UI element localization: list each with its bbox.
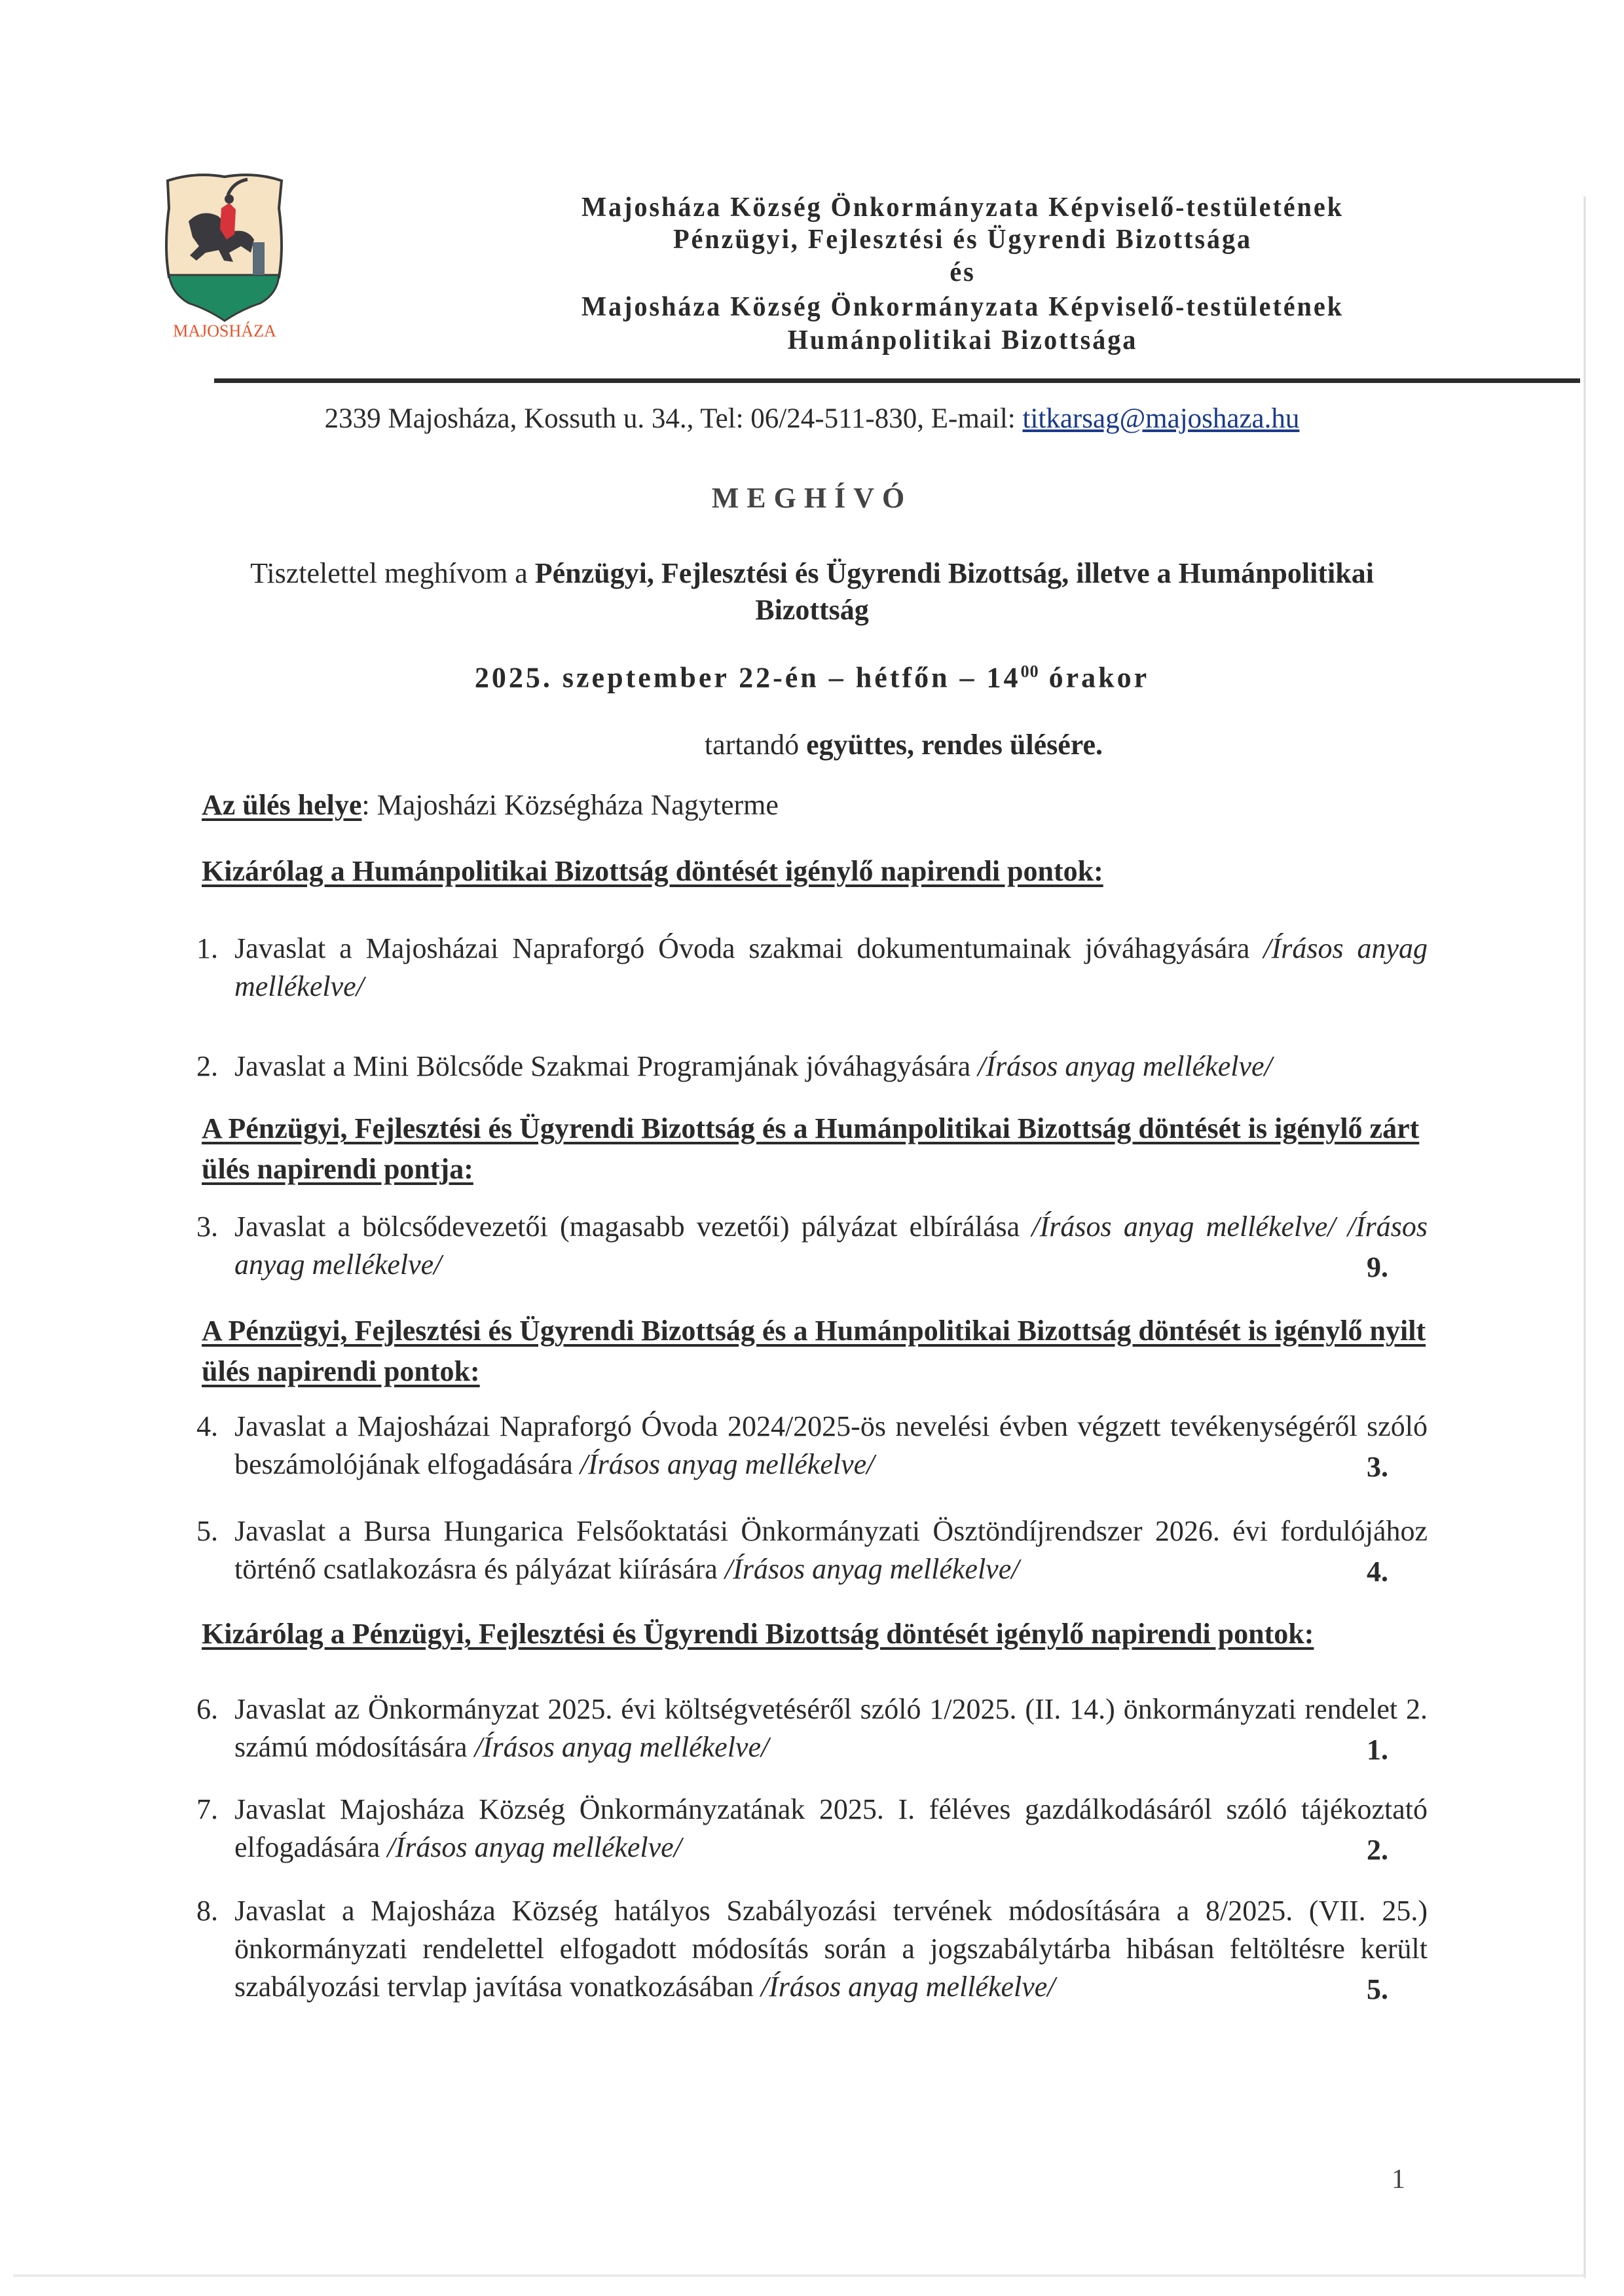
- item-number: 6.: [196, 1693, 218, 1725]
- contact-line: [196, 401, 1428, 437]
- item-attachment-number: 4.: [1367, 1556, 1388, 1588]
- agenda-item-5: [196, 1512, 1428, 1588]
- agenda-item-7: [196, 1791, 1428, 1867]
- section-heading-4: Kizárólag a Pénzügyi, Fejlesztési és Ügyrendi Bizottság döntését igénylő napirendi pontok:: [202, 1618, 1314, 1650]
- coat-of-arms-icon: [156, 169, 293, 339]
- header-line-1: Majosháza Község Önkormányzata Képviselő-testületének: [581, 192, 1344, 223]
- agenda-item-6: [196, 1690, 1428, 1766]
- item-number: 3.: [196, 1211, 218, 1243]
- time-minutes: 00: [1020, 662, 1039, 681]
- header-line-4: Majosháza Község Önkormányzata Képviselő-testületének: [581, 292, 1344, 322]
- item-text: Javaslat az Önkormányzat 2025. évi költségvetéséről szóló 1/2025. (II. 14.) önkormányzati rendelet 2. számú módosítására: [234, 1693, 1428, 1763]
- scan-edge-bottom: [13, 2274, 1585, 2277]
- agenda-item-8: [196, 1892, 1428, 2006]
- item-text: Javaslat Majosháza Község Önkormányzatának 2025. I. féléves gazdálkodásáról szóló tájékoztató elfogadására: [234, 1793, 1428, 1863]
- item-attachment-number: 9.: [1367, 1251, 1388, 1283]
- item-number: 7.: [196, 1793, 218, 1825]
- item-text: Javaslat a Mini Bölcsőde Szakmai Programjának jóváhagyására: [234, 1050, 978, 1082]
- agenda-item-2: [196, 1048, 1428, 1085]
- item-text: Javaslat a bölcsődevezetői (magasabb vezetői) pályázat elbírálása: [234, 1211, 1032, 1243]
- item-note: /Írásos anyag mellékelve/: [474, 1731, 769, 1763]
- date-tail: órakor: [1039, 661, 1150, 694]
- item-note: /Írásos anyag mellékelve/: [580, 1448, 875, 1480]
- header-line-2: Pénzügyi, Fejlesztési és Ügyrendi Bizottsága: [673, 225, 1253, 255]
- header-divider: [214, 378, 1580, 383]
- item-note: /Írásos anyag mellékelve/: [234, 932, 1428, 1002]
- held-text: tartandó: [704, 729, 807, 761]
- item-number: 2.: [196, 1050, 218, 1082]
- intro-committees: Pénzügyi, Fejlesztési és Ügyrendi Bizottság, illetve a Humánpolitikai Bizottság: [534, 557, 1374, 626]
- intro-text: Tisztelettel meghívom a: [250, 557, 535, 589]
- document-title: MEGHÍVÓ: [711, 482, 913, 514]
- scan-edge-right: [1583, 196, 1586, 2278]
- date-text: 2025. szeptember 22-én – hétfőn – 14: [474, 661, 1021, 694]
- page-number: 1: [1392, 2164, 1405, 2195]
- item-attachment-number: 1.: [1367, 1734, 1388, 1766]
- logo-caption: MAJOSHÁZA: [173, 321, 276, 339]
- venue-label: Az ülés helye: [202, 789, 362, 821]
- item-number: 1.: [196, 932, 218, 964]
- agenda-item-4: [196, 1408, 1428, 1484]
- item-note: /Írásos anyag mellékelve/: [760, 1971, 1056, 2003]
- item-text: Javaslat a Majosháza Község hatályos Szabályozási tervének módosítására a 8/2025. (VII. 25.) önkormányzati rendelettel elfogadott módosítás során a jogszabálytárba hibásan feltöltésre került szabályozási tervlap javítása vonatkozásában: [234, 1895, 1428, 2003]
- item-number: 4.: [196, 1410, 218, 1442]
- item-text: Javaslat a Bursa Hungarica Felsőoktatási Önkormányzati Ösztöndíjrendszer 2026. évi fordulójához történő csatlakozásra és pályázat kiírására: [234, 1515, 1428, 1585]
- header-line-3: és: [950, 257, 976, 287]
- section-heading-3: A Pénzügyi, Fejlesztési és Ügyrendi Bizottság és a Humánpolitikai Bizottság döntését is igénylő nyilt ülés napirendi pontok:: [202, 1315, 1426, 1387]
- item-attachment-number: 5.: [1367, 1973, 1388, 2005]
- item-number: 8.: [196, 1895, 218, 1927]
- section-heading-2: A Pénzügyi, Fejlesztési és Ügyrendi Bizottság és a Humánpolitikai Bizottság döntését is igénylő zárt ülés napirendi pontja:: [202, 1112, 1420, 1185]
- item-text: Javaslat a Majosházai Napraforgó Óvoda 2024/2025-ös nevelési évben végzett tevékenységéről szóló beszámolójának elfogadására: [234, 1410, 1428, 1480]
- header-line-5: Humánpolitikai Bizottsága: [787, 325, 1138, 355]
- section-heading-1: Kizárólag a Humánpolitikai Bizottság döntését igénylő napirendi pontok:: [202, 855, 1103, 887]
- venue-value: : Majosházi Községháza Nagyterme: [361, 789, 779, 821]
- item-note: /Írásos anyag mellékelve/: [978, 1050, 1272, 1082]
- item-attachment-number: 3.: [1367, 1451, 1388, 1483]
- invitation-intro: [196, 555, 1428, 629]
- item-note: /Írásos anyag mellékelve/ /Írásos anyag mellékelve/: [234, 1211, 1428, 1281]
- item-number: 5.: [196, 1515, 218, 1547]
- item-text: Javaslat a Majosházai Napraforgó Óvoda szakmai dokumentumainak jóváhagyására: [234, 932, 1264, 964]
- agenda-item-1: [196, 930, 1428, 1006]
- item-note: /Írásos anyag mellékelve/: [724, 1553, 1020, 1585]
- venue: [202, 787, 1426, 824]
- agenda-item-3: [196, 1208, 1428, 1284]
- held-type: együttes, rendes ülésére.: [806, 729, 1103, 761]
- meeting-datetime: [196, 653, 1428, 697]
- contact-address: 2339 Majosháza, Kossuth u. 34., Tel: 06/24-511-830, E-mail:: [324, 403, 1016, 434]
- email-link[interactable]: titkarsag@majoshaza.hu: [1022, 403, 1300, 434]
- meeting-type: [576, 727, 1231, 763]
- item-note: /Írásos anyag mellékelve/: [387, 1831, 682, 1863]
- item-attachment-number: 2.: [1367, 1834, 1388, 1866]
